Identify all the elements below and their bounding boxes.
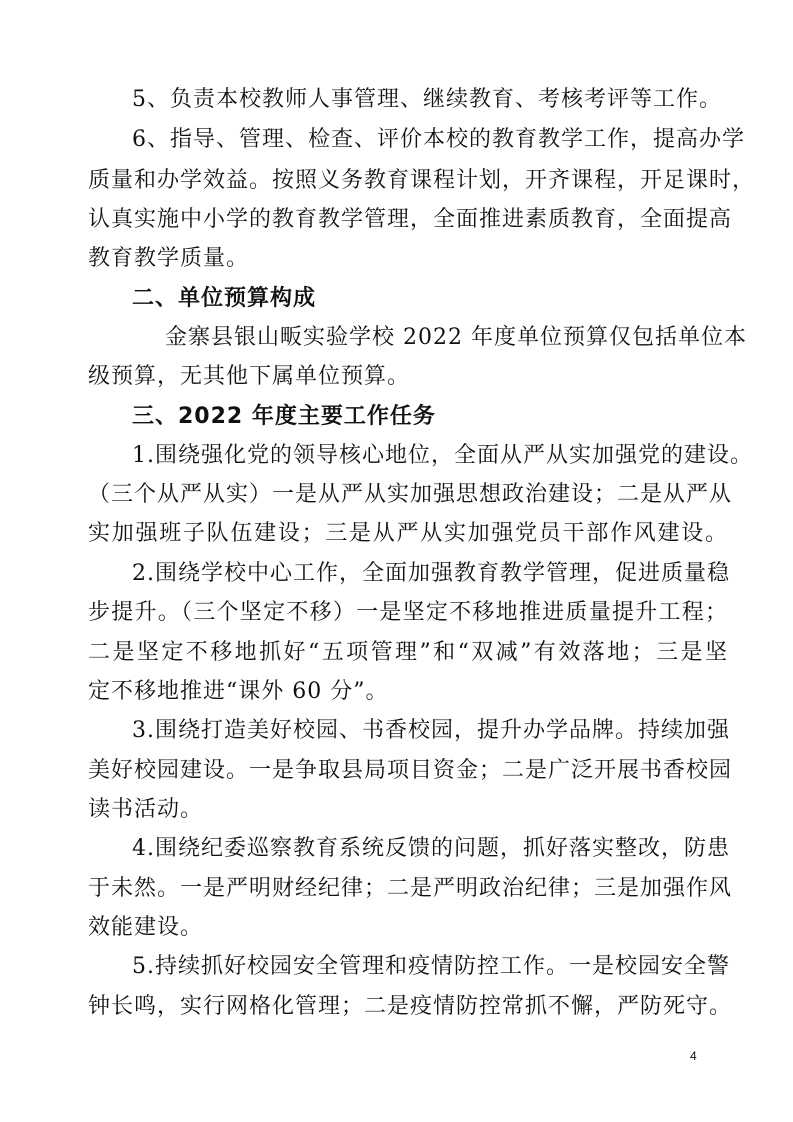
paragraph-task-1-line-3: 实加强班子队伍建设；三是从严从实加强党员干部作风建设。 <box>88 521 728 546</box>
paragraph-duty-6-line-4: 教育教学质量。 <box>88 246 250 271</box>
paragraph-task-4-line-1: 4.围绕纪委巡察教育系统反馈的问题，抓好落实整改，防患 <box>132 836 730 861</box>
paragraph-task-2-line-3: 二是坚定不移地抓好“五项管理”和“双减”有效落地；三是坚 <box>88 640 728 665</box>
paragraph-task-5-line-2: 钟长鸣，实行网格化管理；二是疫情防控常抓不懈，严防死守。 <box>88 994 733 1019</box>
paragraph-duty-6-line-3: 认真实施中小学的教育教学管理，全面推进素质教育，全面提高 <box>88 207 733 232</box>
paragraph-task-2-line-4: 定不移地推进“课外 60 分”。 <box>88 679 389 704</box>
paragraph-duty-5: 5、负责本校教师人事管理、继续教育、考核考评等工作。 <box>132 87 722 112</box>
section-heading-budget-composition: 二、单位预算构成 <box>132 286 317 311</box>
paragraph-task-1-line-1: 1.围绕强化党的领导核心地位，全面从严从实加强党的建设。 <box>132 443 753 468</box>
paragraph-budget-line-1: 金寨县银山畈实验学校 2022 年度单位预算仅包括单位本 <box>165 325 747 350</box>
paragraph-task-3-line-3: 读书活动。 <box>88 797 204 822</box>
paragraph-task-2-line-1: 2.围绕学校中心工作，全面加强教育教学管理，促进质量稳 <box>132 561 730 586</box>
paragraph-duty-6-line-1: 6、指导、管理、检查、评价本校的教育教学工作，提高办学 <box>132 127 745 152</box>
paragraph-task-2-line-2: 步提升。（三个坚定不移）一是坚定不移地推进质量提升工程； <box>88 600 728 625</box>
page-number: 4 <box>690 1049 697 1063</box>
paragraph-task-4-line-3: 效能建设。 <box>88 915 204 940</box>
paragraph-budget-line-2: 级预算，无其他下属单位预算。 <box>88 364 411 389</box>
paragraph-task-5-line-1: 5.持续抓好校园安全管理和疫情防控工作。一是校园安全警 <box>132 954 730 979</box>
section-heading-main-tasks: 三、2022 年度主要工作任务 <box>132 404 436 429</box>
paragraph-duty-6-line-2: 质量和办学效益。按照义务教育课程计划，开齐课程，开足课时， <box>88 168 756 193</box>
paragraph-task-3-line-2: 美好校园建设。一是争取县局项目资金；二是广泛开展书香校园 <box>88 758 733 783</box>
paragraph-task-1-line-2: （三个从严从实）一是从严从实加强思想政治建设；二是从严从 <box>88 482 733 507</box>
paragraph-task-4-line-2: 于未然。一是严明财经纪律；二是严明政治纪律；三是加强作风 <box>88 876 733 901</box>
paragraph-task-3-line-1: 3.围绕打造美好校园、书香校园，提升办学品牌。持续加强 <box>132 718 730 743</box>
